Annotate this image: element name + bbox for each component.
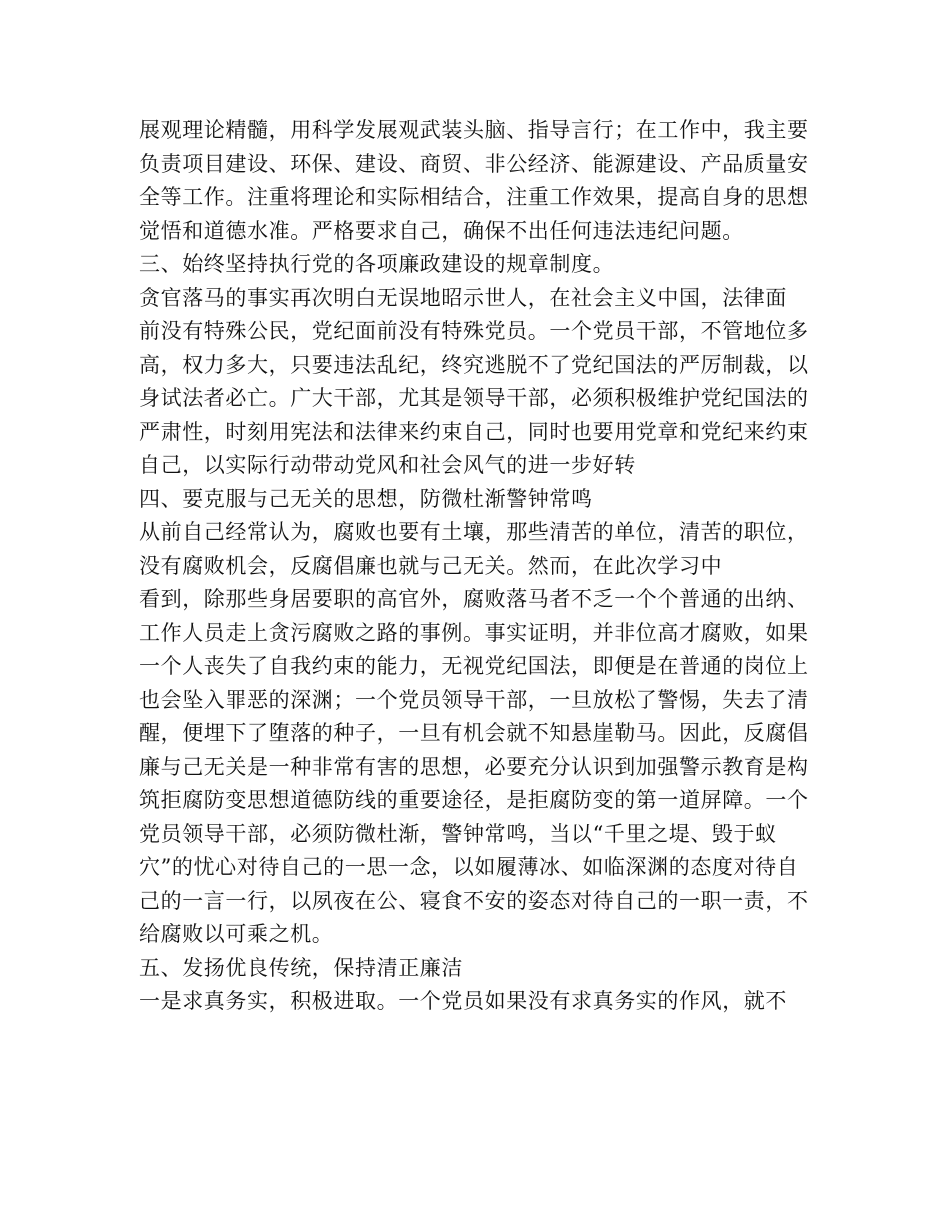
text-line: 负责项目建设、环保、建设、商贸、非公经济、能源建设、产品质量安: [139, 151, 809, 176]
text-line: 没有腐败机会，反腐倡廉也就与己无关。然而，在此次学习中: [139, 553, 723, 578]
text-line: 己的一言一行，以夙夜在公、寝食不安的姿态对待自己的一职一责，不: [139, 888, 809, 913]
document-body: [139, 114, 829, 1019]
text-line: 高，权力多大，只要违法乱纪，终究逃脱不了党纪国法的严厉制裁，以: [139, 352, 809, 377]
text-line: 自己，以实际行动带动党风和社会风气的进一步好转: [139, 453, 636, 477]
text-line: 身试法者必亡。广大干部，尤其是领导干部，必须积极维护党纪国法的: [139, 386, 809, 410]
section-heading-3: 三、始终坚持执行党的各项廉政建设的规章制度。: [139, 252, 615, 276]
text-line: 从前自己经常认为，腐败也要有土壤，那些清苦的单位，清苦的职位，: [139, 520, 809, 544]
text-line: 严肃性，时刻用宪法和法律来约束自己，同时也要用党章和党纪来约束: [139, 419, 809, 444]
text-line: 一个人丧失了自我约束的能力，无视党纪国法，即便是在普通的岗位上: [139, 654, 809, 678]
text-line: 筑拒腐防变思想道德防线的重要途径，是拒腐防变的第一道屏障。一个: [139, 788, 809, 812]
text-line: 展观理论精髓，用科学发展观武装头脑、指导言行；在工作中，我主要: [139, 118, 809, 142]
text-line: 党员领导干部，必须防微杜渐，警钟常鸣，当以“千里之堤、毁于蚁: [139, 821, 777, 846]
text-line: 工作人员走上贪污腐败之路的事例。事实证明，并非位高才腐败，如果: [139, 620, 809, 645]
text-line: 给腐败以可乘之机。: [139, 922, 334, 946]
text-line: 也会坠入罪恶的深渊；一个党员领导干部，一旦放松了警惕，失去了清: [139, 687, 809, 712]
text-line: 一是求真务实，积极进取。一个党员如果没有求真务实的作风，就不: [139, 989, 787, 1013]
text-line: 穴”的忧心对待自己的一思一念，以如履薄冰、如临深渊的态度对待自: [139, 855, 799, 879]
text-line: 廉与己无关是一种非常有害的思想，必要充分认识到加强警示教育是构: [139, 754, 809, 779]
text-line: 看到，除那些身居要职的高官外，腐败落马者不乏一个个普通的出纳、: [139, 587, 809, 611]
text-line: 觉悟和道德水准。严格要求自己，确保不出任何违法违纪问题。: [139, 218, 744, 243]
section-heading-5: 五、发扬优良传统，保持清正廉洁: [139, 955, 463, 980]
text-line: 前没有特殊公民，党纪面前没有特殊党员。一个党员干部，不管地位多: [139, 319, 809, 343]
section-heading-4: 四、要克服与己无关的思想，防微杜渐警钟常鸣: [139, 486, 593, 511]
text-line: 贪官落马的事实再次明白无误地昭示世人，在社会主义中国，法律面: [139, 285, 787, 310]
text-line: 全等工作。注重将理论和实际相结合，注重工作效果，提高自身的思想: [139, 185, 809, 209]
text-line: 醒，便埋下了堕落的种子，一旦有机会就不知悬崖勒马。因此，反腐倡: [139, 721, 809, 745]
